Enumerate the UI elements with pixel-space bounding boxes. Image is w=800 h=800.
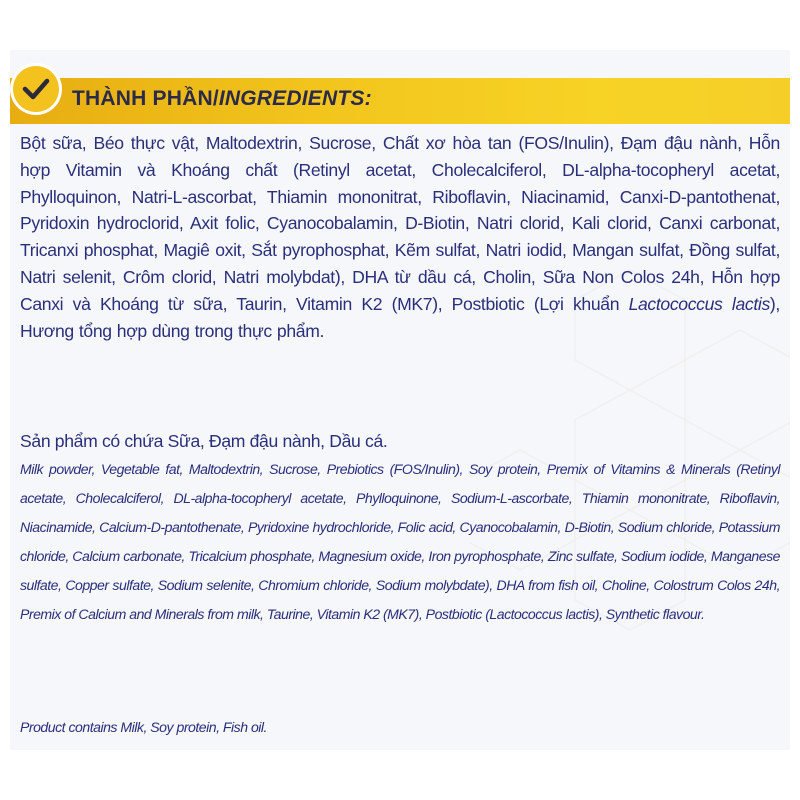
bacteria-name: Lactococcus lactis (628, 293, 770, 314)
ingredients-vi-text: Bột sữa, Béo thực vật, Maltodextrin, Sucrose, Chất xơ hòa tan (FOS/Inulin), Đạm đậu nành, Hỗn hợp Vitamin và Khoáng chất (Retinyl acetat, Cholecalciferol, DL-alpha-tocopheryl acetat, Phylloquinon, Natri-L-ascorbat, Thiamin mononitrat, Riboflavin, Niacinamid, Canxi-D-pantothenat, Pyridoxin hydroclorid, Axit folic, Cyanocobalamin, D-Biotin, Natri clorid, Kali clorid, Canxi carbonat, Tricanxi phosphat, Magiê oxit, Sắt pyrophosphat, Kẽm sulfat, Natri iodid, Mangan sulfat, Đồng sulfat, Natri selenit, Crôm clorid, Natri molybdat), DHA từ dầu cá, Cholin, Sữa Non Colos 24h, Hỗn hợp Canxi và Khoáng từ sữa, Taurin, Vitamin K2 (MK7), Postbiotic (Lợi khuẩn (20, 133, 780, 314)
allergen-vietnamese: Sản phẩm có chứa Sữa, Đạm đậu nành, Dầu cá. (20, 431, 388, 451)
ingredients-english: Milk powder, Vegetable fat, Maltodextrin, Sucrose, Prebiotics (FOS/Inulin), Soy protein, Premix of Vitamins & Minerals (Retinyl acetate, Cholecalciferol, DL-alpha-tocopheryl acetate, Phylloquinone, Sodium-L-ascorbate, Thiamin mononitrate, Riboflavin, Niacinamide, Calcium-D-pantothenate, Pyridoxine hydrochloride, Folic acid, Cyanocobalamin, D-Biotin, Sodium chloride, Potassium chloride, Calcium carbonate, Tricalcium phosphate, Magnesium oxide, Iron pyrophosphate, Zinc sulfate, Sodium iodide, Manganese sulfate, Copper sulfate, Sodium selenite, Chromium chloride, Sodium molybdate), DHA from fish oil, Choline, Colostrum Colos 24h, Premix of Calcium and Minerals from milk, Taurine, Vitamin K2 (MK7), Postbiotic (Lactococcus lactis), Synthetic flavour. (20, 461, 780, 622)
checkmark-icon (22, 77, 50, 101)
checkmark-badge (13, 66, 59, 112)
title-vietnamese: THÀNH PHẦN/ (72, 87, 219, 110)
ingredients-title (72, 87, 372, 111)
ingredients-vi-text-end: ), Hương tổng hợp dùng trong thực phẩm. (20, 293, 780, 341)
product-label (10, 50, 790, 750)
title-english: INGREDIENTS: (218, 87, 372, 110)
allergen-english: Product contains Milk, Soy protein, Fish oil. (20, 719, 267, 735)
ingredients-vietnamese (20, 130, 780, 344)
